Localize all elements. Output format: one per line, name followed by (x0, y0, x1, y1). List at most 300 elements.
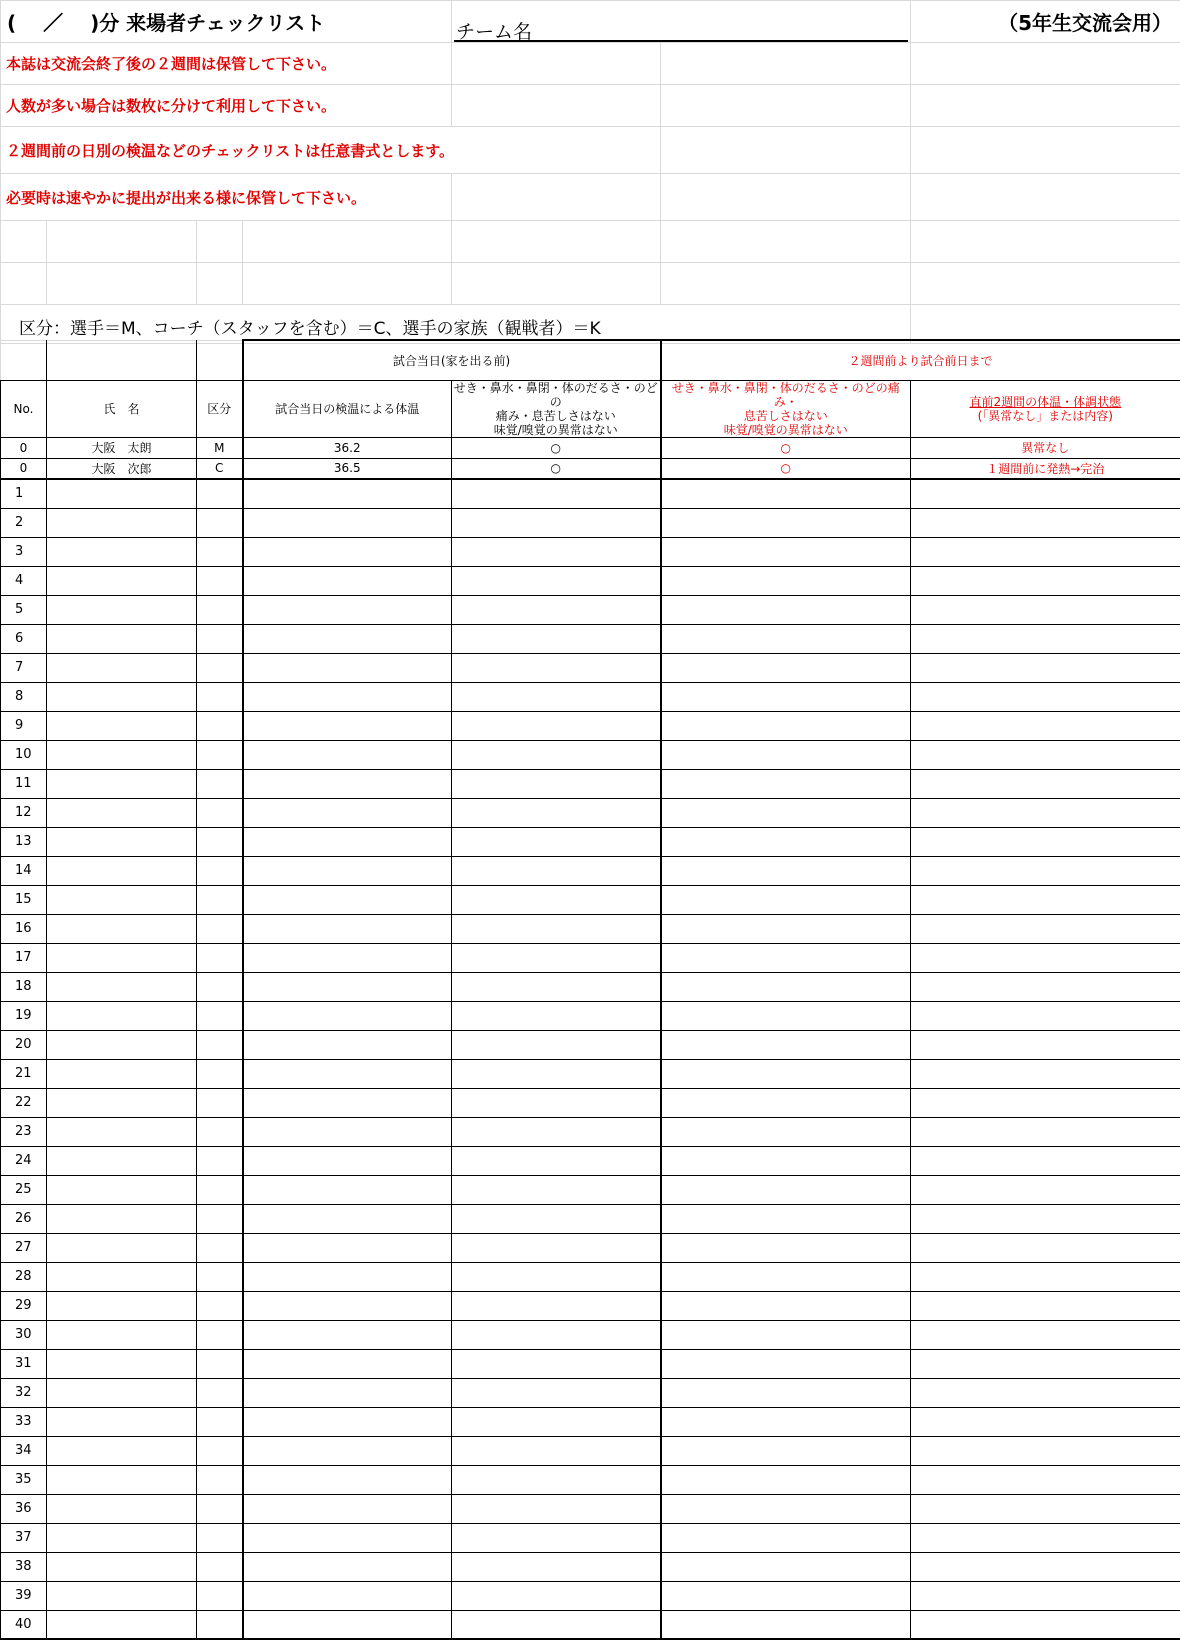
category-cell[interactable] (197, 1610, 243, 1639)
name-cell[interactable] (47, 914, 197, 943)
symptom-before-cell[interactable] (661, 798, 911, 827)
category-cell[interactable] (197, 1291, 243, 1320)
temperature-cell[interactable] (243, 856, 452, 885)
temperature-cell[interactable] (243, 1523, 452, 1552)
row-number: 28 (1, 1262, 47, 1291)
temperature-cell[interactable] (243, 1407, 452, 1436)
symptom-before-cell[interactable] (661, 856, 911, 885)
symptom-day-cell[interactable] (452, 943, 661, 972)
symptom-day-cell[interactable] (452, 1030, 661, 1059)
symptom-before-cell[interactable] (661, 769, 911, 798)
status-cell[interactable] (911, 1581, 1180, 1610)
symptom-day-cell[interactable] (452, 537, 661, 566)
name-cell[interactable] (47, 827, 197, 856)
status-cell[interactable] (911, 1436, 1180, 1465)
temperature-cell[interactable] (243, 1175, 452, 1204)
name-cell[interactable] (47, 1233, 197, 1262)
symptom-before-cell[interactable] (661, 1552, 911, 1581)
status-cell[interactable] (911, 479, 1180, 508)
empty-cell[interactable] (243, 221, 452, 263)
sample-no: 0 (1, 437, 47, 458)
temperature-cell[interactable] (243, 1204, 452, 1233)
table-row (1, 1436, 1180, 1465)
name-cell[interactable] (47, 1523, 197, 1552)
empty-cell[interactable] (452, 221, 661, 263)
symptom-before-cell[interactable] (661, 1349, 911, 1378)
symptom-day-cell[interactable] (452, 508, 661, 537)
symptom-day-cell[interactable] (452, 566, 661, 595)
symptom-before-cell[interactable] (661, 653, 911, 682)
temperature-cell[interactable] (243, 1552, 452, 1581)
table-row (1, 885, 1180, 914)
symptom-day-cell[interactable] (452, 1001, 661, 1030)
symptom-before-cell[interactable] (661, 914, 911, 943)
temperature-cell[interactable] (243, 1117, 452, 1146)
symptom-day-cell[interactable] (452, 856, 661, 885)
status-cell[interactable] (911, 769, 1180, 798)
table-row (1, 1059, 1180, 1088)
name-cell[interactable] (47, 1088, 197, 1117)
empty-cell[interactable] (911, 221, 1180, 263)
empty-cell[interactable] (911, 127, 1180, 174)
temperature-cell[interactable] (243, 1262, 452, 1291)
symptom-before-cell[interactable] (661, 1494, 911, 1523)
name-cell[interactable] (47, 1262, 197, 1291)
status-cell[interactable] (911, 1262, 1180, 1291)
category-cell[interactable] (197, 1233, 243, 1262)
temperature-cell[interactable] (243, 1291, 452, 1320)
empty-cell[interactable] (1, 221, 47, 263)
status-cell[interactable] (911, 1175, 1180, 1204)
temperature-cell[interactable] (243, 1146, 452, 1175)
empty-cell[interactable] (661, 43, 911, 85)
name-cell[interactable] (47, 1407, 197, 1436)
symptom-day-cell[interactable] (452, 914, 661, 943)
category-cell[interactable] (197, 508, 243, 537)
name-cell[interactable] (47, 1204, 197, 1233)
status-cell[interactable] (911, 914, 1180, 943)
temperature-cell[interactable] (243, 537, 452, 566)
row-number: 23 (1, 1117, 47, 1146)
name-cell[interactable] (47, 624, 197, 653)
temperature-cell[interactable] (243, 769, 452, 798)
status-cell[interactable] (911, 1349, 1180, 1378)
name-cell[interactable] (47, 1494, 197, 1523)
category-cell[interactable] (197, 740, 243, 769)
temperature-cell[interactable] (243, 827, 452, 856)
temperature-cell[interactable] (243, 972, 452, 1001)
category-cell[interactable] (197, 1175, 243, 1204)
symptom-day-cell[interactable] (452, 972, 661, 1001)
row-number: 31 (1, 1349, 47, 1378)
category-cell[interactable] (197, 711, 243, 740)
category-cell[interactable] (197, 1552, 243, 1581)
symptom-before-cell[interactable] (661, 508, 911, 537)
category-cell[interactable] (197, 827, 243, 856)
symptom-before-cell[interactable] (661, 1436, 911, 1465)
category-cell[interactable] (197, 1378, 243, 1407)
symptom-day-cell[interactable] (452, 1291, 661, 1320)
empty-cell[interactable] (452, 85, 661, 127)
symptom-before-cell[interactable] (661, 595, 911, 624)
sample-check-day: ○ (452, 437, 661, 458)
empty-cell[interactable] (47, 221, 197, 263)
empty-cell[interactable] (661, 127, 911, 174)
temperature-cell[interactable] (243, 1494, 452, 1523)
status-cell[interactable] (911, 943, 1180, 972)
temperature-cell[interactable] (243, 682, 452, 711)
row-number: 36 (1, 1494, 47, 1523)
symptom-before-cell[interactable] (661, 740, 911, 769)
team-name-field[interactable] (452, 1, 911, 43)
category-cell[interactable] (197, 1407, 243, 1436)
category-cell[interactable] (197, 653, 243, 682)
temperature-cell[interactable] (243, 1001, 452, 1030)
category-cell[interactable] (197, 1146, 243, 1175)
status-cell[interactable] (911, 1320, 1180, 1349)
symptom-day-cell[interactable] (452, 479, 661, 508)
name-cell[interactable] (47, 1465, 197, 1494)
symptom-before-cell[interactable] (661, 1233, 911, 1262)
status-line-1: 直前2週間の体温・体調状態 (911, 395, 1180, 409)
empty-cell[interactable] (197, 221, 243, 263)
table-row (1, 1552, 1180, 1581)
table-row (1, 1378, 1180, 1407)
category-cell[interactable] (197, 1204, 243, 1233)
symptom-day-cell[interactable] (452, 1581, 661, 1610)
category-cell[interactable] (197, 856, 243, 885)
name-cell[interactable] (47, 856, 197, 885)
category-cell[interactable] (197, 1523, 243, 1552)
category-cell[interactable] (197, 885, 243, 914)
table-row (1, 595, 1180, 624)
symptom-before-cell[interactable] (661, 1378, 911, 1407)
temperature-cell[interactable] (243, 885, 452, 914)
temperature-cell[interactable] (243, 1349, 452, 1378)
status-cell[interactable] (911, 1407, 1180, 1436)
temperature-cell[interactable] (243, 798, 452, 827)
category-cell[interactable] (197, 1001, 243, 1030)
category-cell[interactable] (197, 595, 243, 624)
status-cell[interactable] (911, 1291, 1180, 1320)
status-cell[interactable] (911, 1552, 1180, 1581)
status-cell[interactable] (911, 798, 1180, 827)
symptom-before-cell[interactable] (661, 711, 911, 740)
name-cell[interactable] (47, 508, 197, 537)
category-cell[interactable] (197, 1117, 243, 1146)
temperature-cell[interactable] (243, 653, 452, 682)
row-number: 10 (1, 740, 47, 769)
empty-cell[interactable] (911, 263, 1180, 305)
status-cell[interactable] (911, 595, 1180, 624)
status-cell[interactable] (911, 885, 1180, 914)
empty-cell[interactable] (911, 85, 1180, 127)
name-cell[interactable] (47, 566, 197, 595)
category-cell[interactable] (197, 798, 243, 827)
symptom-before-cell[interactable] (661, 566, 911, 595)
symptom-before-cell[interactable] (661, 1610, 911, 1639)
category-cell[interactable] (197, 1581, 243, 1610)
status-cell[interactable] (911, 566, 1180, 595)
empty-cell[interactable] (197, 263, 243, 305)
symptom-before-cell[interactable] (661, 1523, 911, 1552)
category-cell[interactable] (197, 1262, 243, 1291)
status-cell[interactable] (911, 537, 1180, 566)
name-cell[interactable] (47, 537, 197, 566)
empty-cell[interactable] (452, 43, 661, 85)
name-cell[interactable] (47, 1610, 197, 1639)
category-cell[interactable] (197, 682, 243, 711)
name-cell[interactable] (47, 1001, 197, 1030)
status-cell[interactable] (911, 682, 1180, 711)
symptom-day-cell[interactable] (452, 653, 661, 682)
status-cell[interactable] (911, 508, 1180, 537)
status-cell[interactable] (911, 972, 1180, 1001)
symptom-before-cell[interactable] (661, 885, 911, 914)
temperature-cell[interactable] (243, 1610, 452, 1639)
table-row (1, 1581, 1180, 1610)
temperature-cell[interactable] (243, 1088, 452, 1117)
name-cell[interactable] (47, 798, 197, 827)
name-cell[interactable] (47, 1552, 197, 1581)
symptom-day-cell[interactable] (452, 1204, 661, 1233)
status-cell[interactable] (911, 1001, 1180, 1030)
symptom-before-cell[interactable] (661, 1001, 911, 1030)
symptom-day-cell[interactable] (452, 798, 661, 827)
empty-cell[interactable] (452, 174, 661, 221)
symptom-before-cell[interactable] (661, 943, 911, 972)
category-cell[interactable] (197, 1059, 243, 1088)
table-row (1, 653, 1180, 682)
status-cell[interactable] (911, 1465, 1180, 1494)
symptom-before-cell[interactable] (661, 1320, 911, 1349)
name-cell[interactable] (47, 740, 197, 769)
name-cell[interactable] (47, 595, 197, 624)
empty-cell[interactable] (243, 263, 452, 305)
name-cell[interactable] (47, 1059, 197, 1088)
status-cell[interactable] (911, 1088, 1180, 1117)
category-cell[interactable] (197, 769, 243, 798)
name-cell[interactable] (47, 1117, 197, 1146)
empty-cell[interactable] (47, 263, 197, 305)
symptom-day-cell[interactable] (452, 711, 661, 740)
status-cell[interactable] (911, 1610, 1180, 1639)
category-cell[interactable] (197, 1088, 243, 1117)
temperature-cell[interactable] (243, 566, 452, 595)
name-cell[interactable] (47, 1291, 197, 1320)
symptom-before-cell[interactable] (661, 1291, 911, 1320)
status-cell[interactable] (911, 1117, 1180, 1146)
row-number: 30 (1, 1320, 47, 1349)
symptom-before-cell[interactable] (661, 972, 911, 1001)
name-cell[interactable] (47, 885, 197, 914)
symptom-day-cell[interactable] (452, 1465, 661, 1494)
category-cell[interactable] (197, 1494, 243, 1523)
temperature-cell[interactable] (243, 479, 452, 508)
symptom-before-cell[interactable] (661, 479, 911, 508)
name-cell[interactable] (47, 1175, 197, 1204)
temperature-cell[interactable] (243, 1581, 452, 1610)
category-cell[interactable] (197, 972, 243, 1001)
symptom-day-cell[interactable] (452, 1059, 661, 1088)
category-cell[interactable] (197, 566, 243, 595)
status-cell[interactable] (911, 711, 1180, 740)
symptom-day-cell[interactable] (452, 1552, 661, 1581)
symptom-before-cell[interactable] (661, 1175, 911, 1204)
name-cell[interactable] (47, 972, 197, 1001)
symptom-day-cell[interactable] (452, 1117, 661, 1146)
category-cell[interactable] (197, 479, 243, 508)
name-cell[interactable] (47, 479, 197, 508)
status-cell[interactable] (911, 1378, 1180, 1407)
symptom-before-cell[interactable] (661, 624, 911, 653)
symptom-before-cell[interactable] (661, 1030, 911, 1059)
category-cell[interactable] (197, 624, 243, 653)
event-label: （5年生交流会用） (911, 1, 1180, 43)
category-cell[interactable] (197, 914, 243, 943)
temperature-cell[interactable] (243, 1465, 452, 1494)
name-cell[interactable] (47, 1030, 197, 1059)
table-row (1, 1320, 1180, 1349)
temperature-cell[interactable] (243, 1320, 452, 1349)
visitor-checklist-table (0, 339, 1180, 1640)
symptom-day-cell[interactable] (452, 769, 661, 798)
symptom-before-cell[interactable] (661, 827, 911, 856)
temperature-cell[interactable] (243, 595, 452, 624)
name-cell[interactable] (47, 682, 197, 711)
sample-category: C (197, 458, 243, 479)
table-row (1, 711, 1180, 740)
category-cell[interactable] (197, 1030, 243, 1059)
row-number: 7 (1, 653, 47, 682)
temperature-cell[interactable] (243, 1436, 452, 1465)
table-row (1, 1204, 1180, 1233)
status-cell[interactable] (911, 653, 1180, 682)
table-row (1, 537, 1180, 566)
name-cell[interactable] (47, 1581, 197, 1610)
row-number: 4 (1, 566, 47, 595)
symptom-day-cell[interactable] (452, 1175, 661, 1204)
temperature-cell[interactable] (243, 1030, 452, 1059)
category-cell[interactable] (197, 943, 243, 972)
status-cell[interactable] (911, 1523, 1180, 1552)
empty-cell[interactable] (911, 43, 1180, 85)
status-cell[interactable] (911, 1146, 1180, 1175)
empty-cell[interactable] (661, 174, 911, 221)
sheet-header-area (0, 0, 1180, 344)
symptom-before-cell[interactable] (661, 537, 911, 566)
symptom-before-cell[interactable] (661, 1204, 911, 1233)
col-header-symptoms-before (661, 380, 911, 437)
temperature-cell[interactable] (243, 1378, 452, 1407)
symptom-day-cell[interactable] (452, 1610, 661, 1639)
symptom-day-cell[interactable] (452, 1262, 661, 1291)
temperature-cell[interactable] (243, 711, 452, 740)
symptom-day-cell[interactable] (452, 1146, 661, 1175)
sample-check-before: ○ (661, 437, 911, 458)
empty-cell[interactable] (661, 263, 911, 305)
symptom-day-cell[interactable] (452, 624, 661, 653)
name-cell[interactable] (47, 1436, 197, 1465)
status-cell[interactable] (911, 624, 1180, 653)
temperature-cell[interactable] (243, 1233, 452, 1262)
sample-no: 0 (1, 458, 47, 479)
symptom-day-cell[interactable] (452, 1523, 661, 1552)
symptom-day-cell[interactable] (452, 595, 661, 624)
symptom-before-cell[interactable] (661, 1117, 911, 1146)
category-cell[interactable] (197, 1320, 243, 1349)
temperature-cell[interactable] (243, 914, 452, 943)
symptom-before-cell[interactable] (661, 1465, 911, 1494)
col-header-symptoms-day (452, 380, 661, 437)
name-cell[interactable] (47, 943, 197, 972)
status-cell[interactable] (911, 1233, 1180, 1262)
category-cell[interactable] (197, 1436, 243, 1465)
symptom-before-cell[interactable] (661, 1088, 911, 1117)
symptom-day-cell[interactable] (452, 1378, 661, 1407)
empty-cell[interactable] (661, 85, 911, 127)
name-cell[interactable] (47, 711, 197, 740)
name-cell[interactable] (47, 1320, 197, 1349)
symptom-day-cell[interactable] (452, 1088, 661, 1117)
name-cell[interactable] (47, 1146, 197, 1175)
entry-rows (1, 479, 1180, 1639)
symptom-before-cell[interactable] (661, 1262, 911, 1291)
empty-cell[interactable] (1, 263, 47, 305)
symptom-day-cell[interactable] (452, 1436, 661, 1465)
temperature-cell[interactable] (243, 624, 452, 653)
symptom-day-cell[interactable] (452, 682, 661, 711)
name-cell[interactable] (47, 1378, 197, 1407)
symptom-before-cell[interactable] (661, 1581, 911, 1610)
category-cell[interactable] (197, 537, 243, 566)
symptom-day-cell[interactable] (452, 885, 661, 914)
symptom-day-cell[interactable] (452, 740, 661, 769)
empty-cell[interactable] (911, 305, 1180, 344)
status-cell[interactable] (911, 1494, 1180, 1523)
category-cell[interactable] (197, 1465, 243, 1494)
symptom-day-cell[interactable] (452, 1320, 661, 1349)
status-cell[interactable] (911, 1059, 1180, 1088)
empty-cell[interactable] (911, 174, 1180, 221)
status-cell[interactable] (911, 1030, 1180, 1059)
symptom-day-cell[interactable] (452, 1407, 661, 1436)
symptom-before-cell[interactable] (661, 1407, 911, 1436)
status-cell[interactable] (911, 740, 1180, 769)
symptom-day-cell[interactable] (452, 1494, 661, 1523)
symptom-day-cell[interactable] (452, 1349, 661, 1378)
row-number: 2 (1, 508, 47, 537)
temperature-cell[interactable] (243, 943, 452, 972)
status-cell[interactable] (911, 856, 1180, 885)
name-cell[interactable] (47, 769, 197, 798)
symptom-before-cell[interactable] (661, 1146, 911, 1175)
symptom-before-cell[interactable] (661, 1059, 911, 1088)
name-cell[interactable] (47, 1349, 197, 1378)
category-cell[interactable] (197, 1349, 243, 1378)
symptom-before-cell[interactable] (661, 682, 911, 711)
empty-cell[interactable] (452, 263, 661, 305)
temperature-cell[interactable] (243, 1059, 452, 1088)
name-cell[interactable] (47, 653, 197, 682)
symptom-day-cell[interactable] (452, 827, 661, 856)
empty-cell[interactable] (661, 221, 911, 263)
status-cell[interactable] (911, 1204, 1180, 1233)
symptom-day-cell[interactable] (452, 1233, 661, 1262)
temperature-cell[interactable] (243, 508, 452, 537)
temperature-cell[interactable] (243, 740, 452, 769)
status-cell[interactable] (911, 827, 1180, 856)
